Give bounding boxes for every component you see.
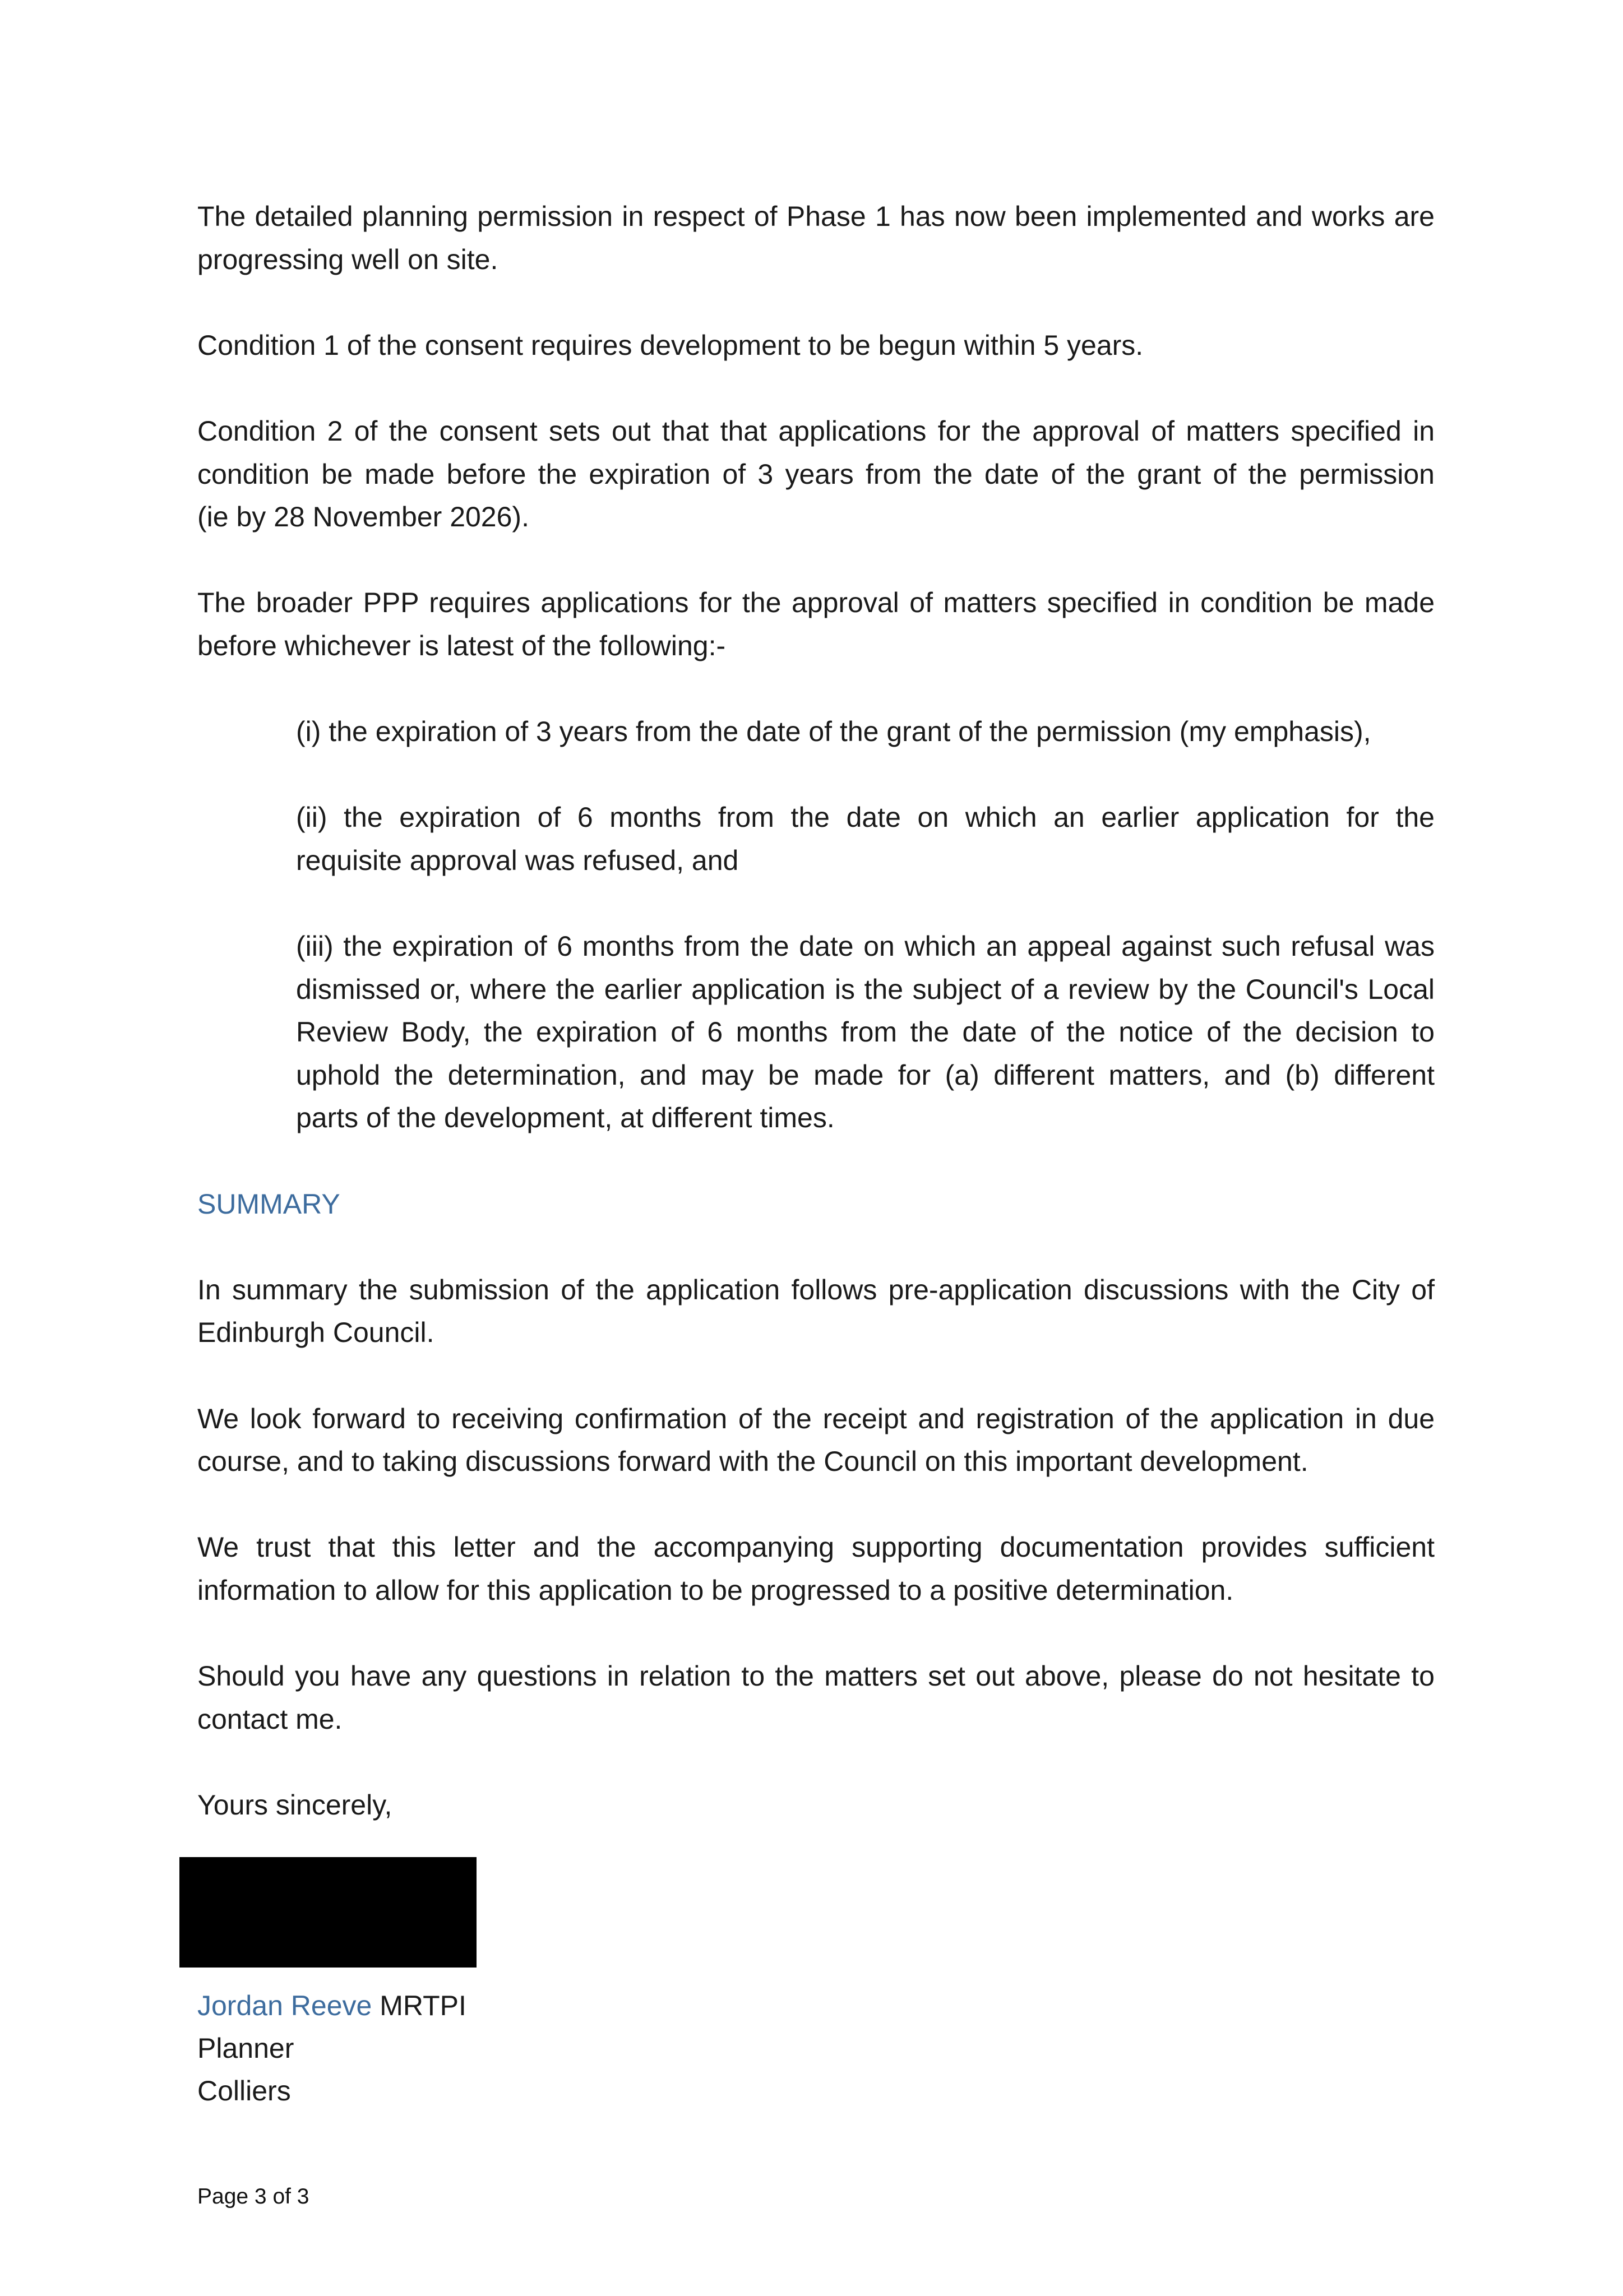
signatory-name-line	[197, 1984, 870, 2027]
body-paragraph	[197, 410, 1435, 539]
paragraph-line: condition be made before the expiration of 3 years from the date of the grant of the permission	[197, 458, 1435, 490]
summary-paragraph	[197, 1526, 1435, 1612]
redacted-signature	[179, 1857, 477, 1968]
body-paragraph	[197, 324, 1435, 367]
closing-text: Yours sincerely,	[197, 1789, 392, 1821]
signatory-post-nominals: MRTPI	[380, 1990, 466, 2021]
signatory-name: Jordan Reeve	[197, 1990, 372, 2021]
condition-line: (i) the expiration of 3 years from the date of the grant of the permission (my emphasis),	[296, 716, 1371, 748]
condition-item	[296, 925, 1435, 1140]
condition-line: (iii) the expiration of 6 months from the date on which an appeal against such refusal was	[296, 931, 1435, 962]
condition-line: uphold the determination, and may be made for (a) different matters, and (b) different	[296, 1059, 1435, 1091]
page-number: Page 3 of 3	[197, 2184, 309, 2209]
paragraph-line: In summary the submission of the application follows pre-application discussions with the City of	[197, 1274, 1435, 1306]
body-paragraph	[197, 195, 1435, 281]
condition-line: requisite approval was refused, and	[296, 844, 739, 876]
section-heading-text: SUMMARY	[197, 1188, 340, 1220]
section-heading-summary	[197, 1183, 1435, 1226]
paragraph-line: Condition 1 of the consent requires development to be begun within 5 years.	[197, 329, 1144, 361]
condition-line: Review Body, the expiration of 6 months from the date of the notice of the decision to	[296, 1016, 1435, 1048]
paragraph-line: contact me.	[197, 1703, 343, 1735]
condition-item	[296, 710, 1435, 753]
paragraph-line: We look forward to receiving confirmation of the receipt and registration of the application in due	[197, 1402, 1435, 1434]
condition-line: (ii) the expiration of 6 months from the date on which an earlier application for the	[296, 802, 1435, 834]
condition-line: parts of the development, at different times.	[296, 1102, 835, 1134]
paragraph-line: progressing well on site.	[197, 243, 498, 275]
letter-body	[197, 195, 1435, 1827]
paragraph-line: We trust that this letter and the accompanying supporting documentation provides sufficient	[197, 1531, 1435, 1563]
summary-paragraph	[197, 1269, 1435, 1354]
paragraph-line: The broader PPP requires applications for the approval of matters specified in condition be made	[197, 587, 1435, 619]
paragraph-line: information to allow for this application to be progressed to a positive determination.	[197, 1575, 1234, 1606]
signature-block	[197, 1984, 870, 2112]
paragraph-line: course, and to taking discussions forward with the Council on this important development.	[197, 1446, 1308, 1478]
closing-salutation	[197, 1784, 1435, 1827]
signatory-role: Planner	[197, 2033, 294, 2064]
summary-paragraph	[197, 1397, 1435, 1483]
paragraph-line: The detailed planning permission in respect of Phase 1 has now been implemented and works are	[197, 201, 1435, 232]
paragraph-line: Should you have any questions in relation to the matters set out above, please do not hesitate to	[197, 1660, 1435, 1692]
condition-item	[296, 796, 1435, 882]
paragraph-line: Edinburgh Council.	[197, 1317, 434, 1349]
summary-paragraph	[197, 1655, 1435, 1740]
paragraph-line: Condition 2 of the consent sets out that that applications for the approval of matters specified in	[197, 415, 1435, 447]
signatory-company: Colliers	[197, 2075, 291, 2107]
body-paragraph	[197, 581, 1435, 667]
condition-line: dismissed or, where the earlier application is the subject of a review by the Council's Local	[296, 973, 1435, 1005]
paragraph-line: (ie by 28 November 2026).	[197, 501, 529, 533]
paragraph-line: before whichever is latest of the following:-	[197, 629, 726, 661]
